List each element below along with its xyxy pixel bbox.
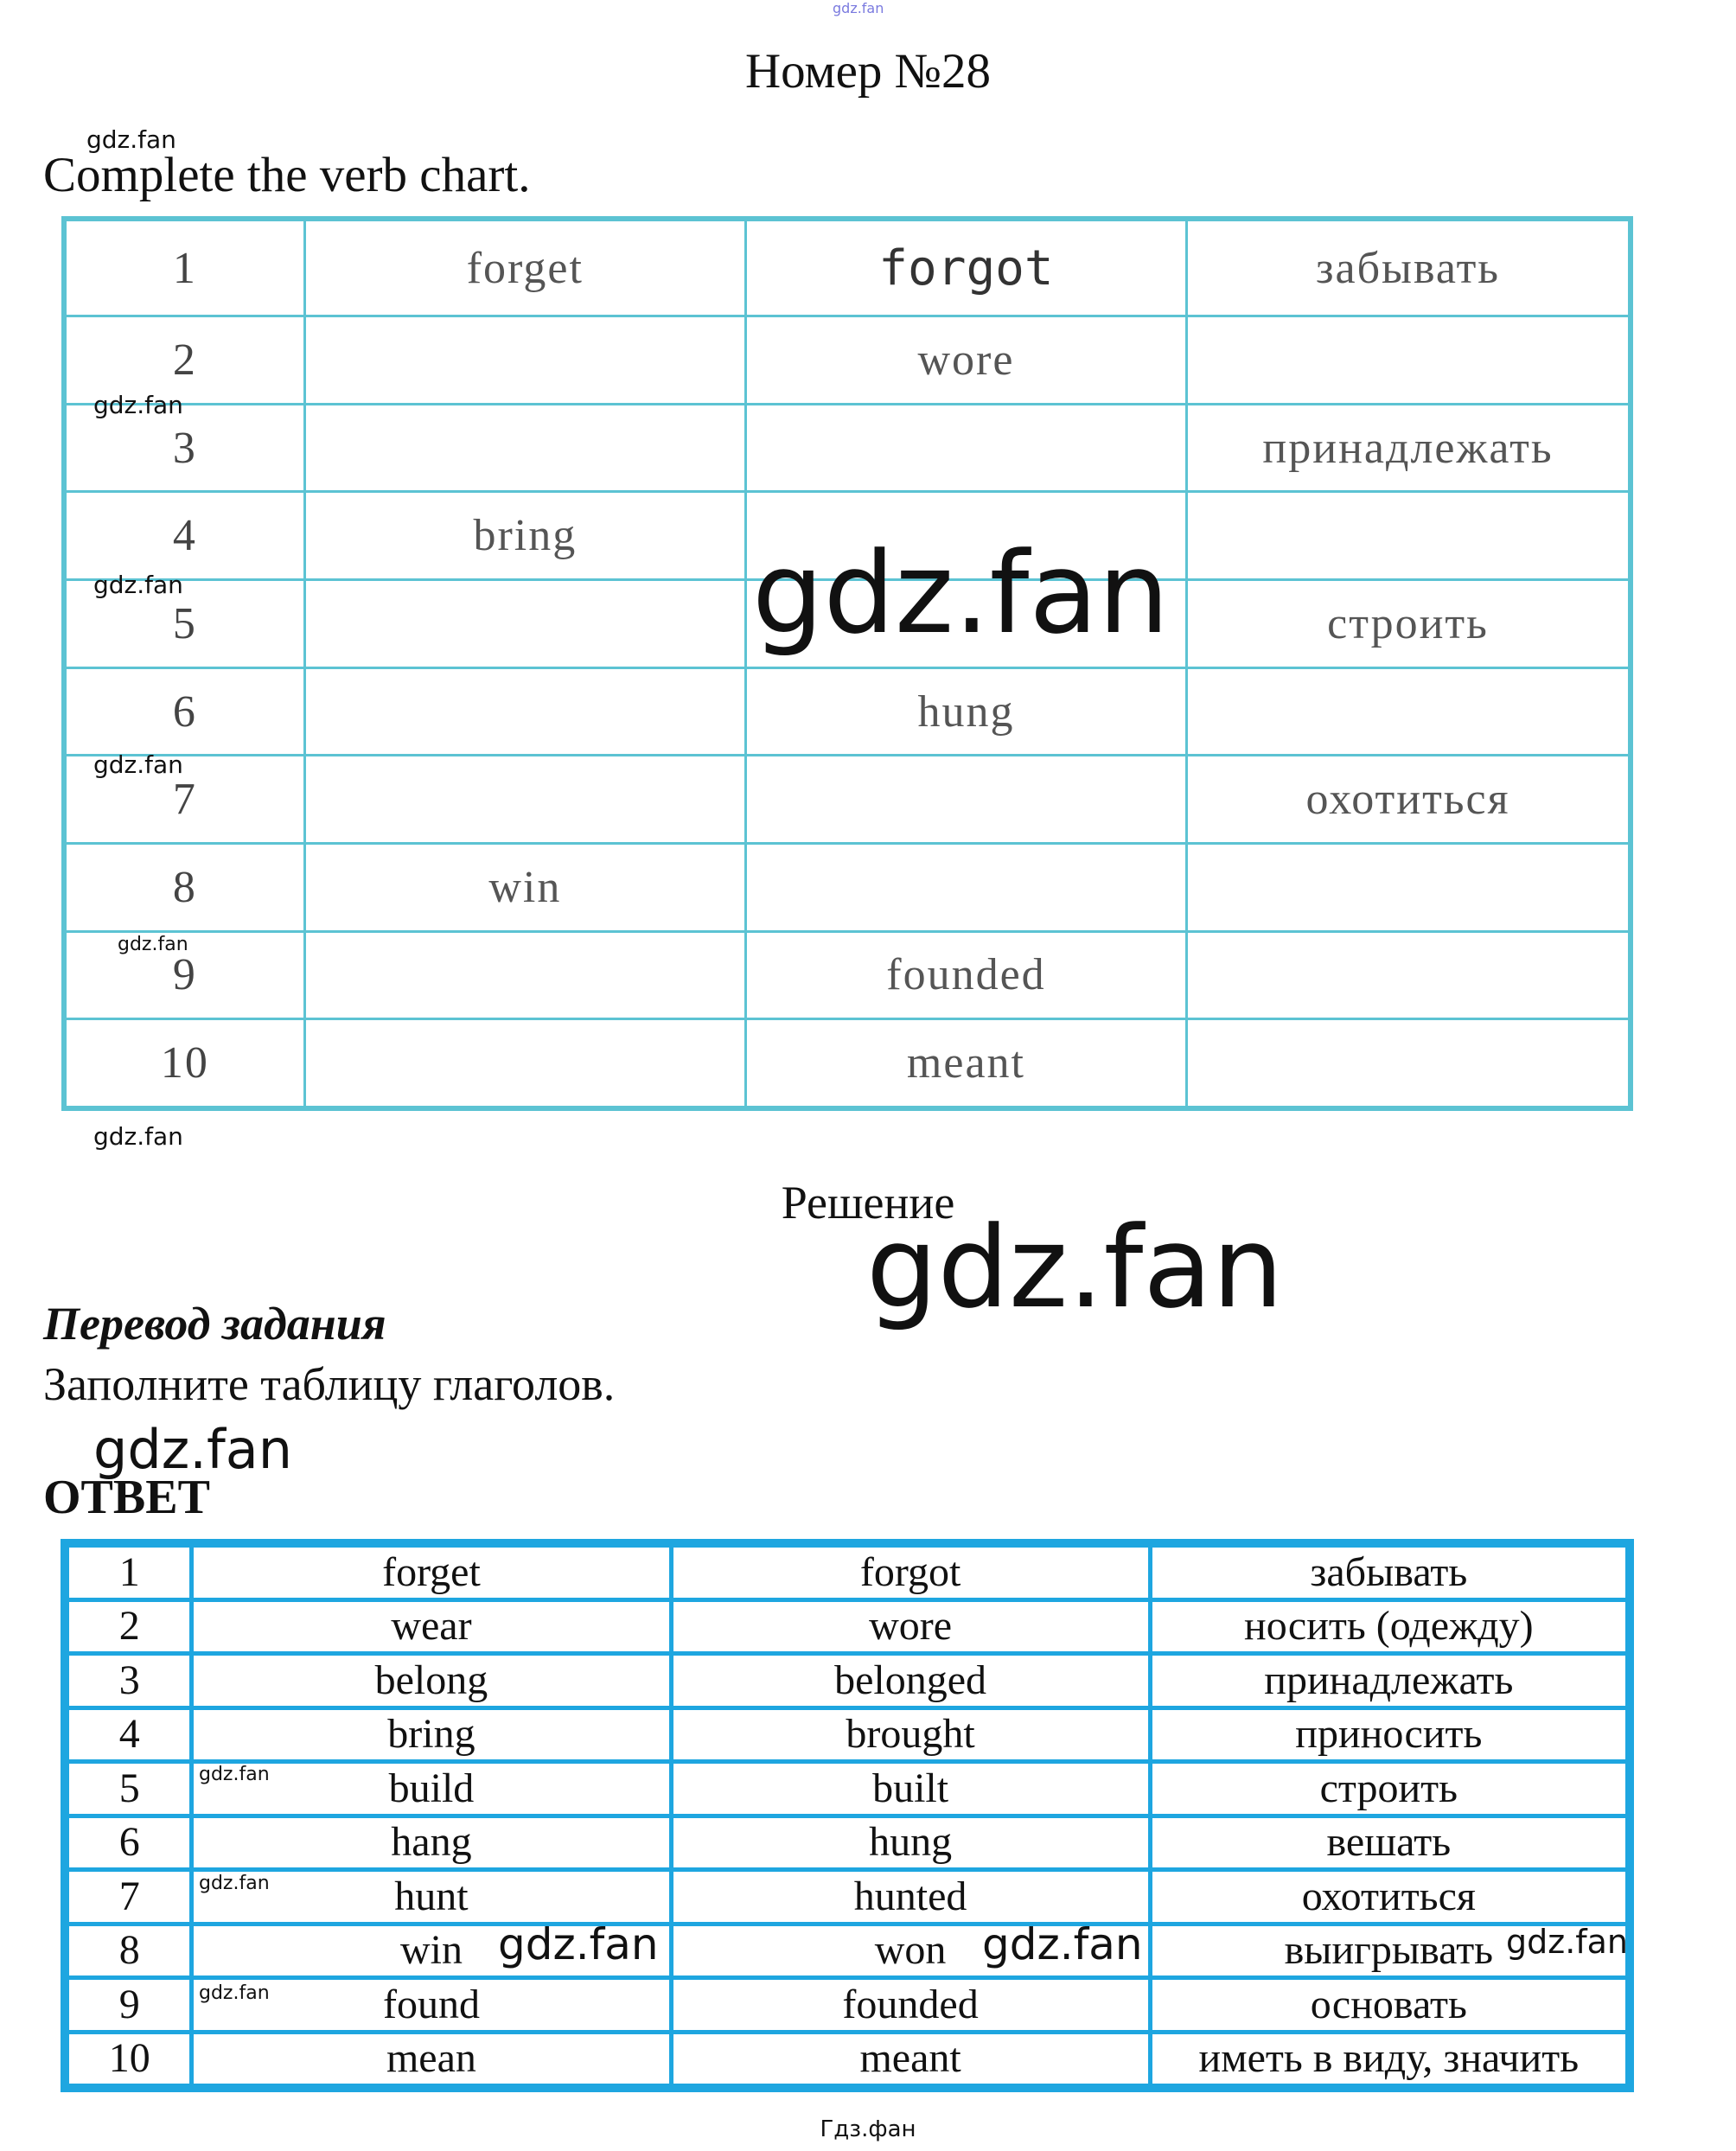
book-table-row — [66, 404, 1630, 492]
past-form-cell: hung — [745, 667, 1186, 756]
base-form-cell: belong — [192, 1654, 671, 1708]
base-form-cell: forget — [304, 220, 745, 316]
translation-cell: выигрывать — [1150, 1924, 1627, 1978]
answer-table-row — [67, 1870, 1628, 1924]
base-form-cell: forget — [192, 1546, 671, 1600]
past-form-cell: meant — [745, 1019, 1186, 1107]
answer-table-row — [67, 2032, 1628, 2086]
base-form-cell: mean — [192, 2032, 671, 2086]
watermark: gdz.fan — [1506, 1923, 1629, 1961]
number-cell: 3 — [66, 404, 305, 492]
translation-cell: иметь в виду, значить — [1150, 2032, 1627, 2086]
past-form-cell: belonged — [671, 1654, 1150, 1708]
translation-text: Заполните таблицу глаголов. — [43, 1358, 616, 1410]
watermark-large: gdz.fan — [752, 527, 1170, 659]
answer-table-row — [67, 1599, 1628, 1654]
answer-table-row — [67, 1762, 1628, 1816]
number-cell: 8 — [66, 844, 305, 932]
base-form-cell: win — [304, 844, 745, 932]
top-watermark: gdz.fan — [833, 0, 884, 16]
page-title: Номер №28 — [744, 44, 992, 99]
number-cell: 9 — [67, 1978, 192, 2033]
book-table-row — [66, 316, 1630, 405]
number-cell: 3 — [67, 1654, 192, 1708]
past-form-cell: hunted — [671, 1870, 1150, 1924]
past-form-cell: won — [671, 1924, 1150, 1978]
base-form-cell — [304, 404, 745, 492]
book-table-row — [66, 844, 1630, 932]
translation-cell — [1187, 667, 1630, 756]
number-cell: 2 — [66, 316, 305, 405]
translation-cell: носить (одежду) — [1150, 1599, 1627, 1654]
translation-cell: забывать — [1187, 220, 1630, 316]
watermark: gdz.fan — [199, 1764, 270, 1785]
past-form-cell: founded — [745, 931, 1186, 1019]
book-table-row — [66, 667, 1630, 756]
watermark: gdz.fan — [118, 934, 188, 955]
base-form-cell — [304, 756, 745, 844]
past-form-cell: forgot — [671, 1546, 1150, 1600]
translation-cell: охотиться — [1150, 1870, 1627, 1924]
translation-cell: забывать — [1150, 1546, 1627, 1600]
past-form-cell: meant — [671, 2032, 1150, 2086]
number-cell: 7 — [67, 1870, 192, 1924]
answer-heading: ОТВЕТ — [43, 1471, 210, 1524]
book-table-row — [66, 931, 1630, 1019]
watermark: gdz.fan — [982, 1919, 1143, 1969]
translation-cell: строить — [1187, 580, 1630, 668]
translation-cell: приносить — [1150, 1707, 1627, 1762]
answer-table-row — [67, 1816, 1628, 1870]
verb-chart-answer — [61, 1539, 1634, 2092]
translation-cell: принадлежать — [1187, 404, 1630, 492]
translation-cell — [1187, 316, 1630, 405]
past-form-cell — [745, 844, 1186, 932]
number-cell: 4 — [67, 1707, 192, 1762]
number-cell: 4 — [66, 492, 305, 580]
past-form-cell: built — [671, 1762, 1150, 1816]
book-table-row — [66, 220, 1630, 316]
base-form-cell — [304, 580, 745, 668]
number-cell: 2 — [67, 1599, 192, 1654]
watermark: gdz.fan — [199, 1982, 270, 2004]
base-form-cell — [304, 667, 745, 756]
translation-cell: охотиться — [1187, 756, 1630, 844]
solution-label: Решение — [781, 1177, 955, 1229]
translation-cell — [1187, 1019, 1630, 1107]
base-form-cell — [304, 1019, 745, 1107]
base-form-cell: win — [192, 1924, 671, 1978]
answer-table-row — [67, 1546, 1628, 1600]
book-table-row — [66, 1019, 1630, 1107]
watermark: gdz.fan — [93, 1418, 293, 1481]
translation-cell: строить — [1150, 1762, 1627, 1816]
number-cell: 5 — [66, 580, 305, 668]
translation-cell — [1187, 492, 1630, 580]
past-form-cell: wore — [671, 1599, 1150, 1654]
number-cell: 10 — [66, 1019, 305, 1107]
number-cell: 9 — [66, 931, 305, 1019]
past-form-cell — [745, 404, 1186, 492]
base-form-cell: hang — [192, 1816, 671, 1870]
past-form-cell: hung — [671, 1816, 1150, 1870]
number-cell: 6 — [67, 1816, 192, 1870]
book-table-row — [66, 756, 1630, 844]
answer-table-row — [67, 1924, 1628, 1978]
base-form-cell: bring — [304, 492, 745, 580]
number-cell: 1 — [67, 1546, 192, 1600]
past-form-cell: founded — [671, 1978, 1150, 2033]
translation-cell: вешать — [1150, 1816, 1627, 1870]
translation-cell — [1187, 931, 1630, 1019]
watermark: gdz.fan — [93, 1122, 183, 1151]
task-text: Complete the verb chart. — [43, 148, 531, 202]
watermark: gdz.fan — [199, 1873, 270, 1894]
watermark: gdz.fan — [498, 1919, 659, 1969]
answer-table-row — [67, 1654, 1628, 1708]
number-cell: 6 — [66, 667, 305, 756]
base-form-cell — [304, 931, 745, 1019]
footer: Гдз.фан — [820, 2116, 916, 2142]
watermark: gdz.fan — [93, 571, 183, 599]
watermark: gdz.fan — [93, 391, 183, 419]
translation-heading: Перевод задания — [43, 1298, 386, 1350]
base-form-cell: build — [192, 1762, 671, 1816]
verb-chart-textbook — [61, 216, 1633, 1111]
number-cell: 10 — [67, 2032, 192, 2086]
base-form-cell: found — [192, 1978, 671, 2033]
translation-cell: основать — [1150, 1978, 1627, 2033]
past-form-cell: brought — [671, 1707, 1150, 1762]
number-cell: 5 — [67, 1762, 192, 1816]
answer-table-row — [67, 1978, 1628, 2033]
translation-cell — [1187, 844, 1630, 932]
number-cell: 7 — [66, 756, 305, 844]
base-form-cell: hunt — [192, 1870, 671, 1924]
past-form-cell — [745, 756, 1186, 844]
watermark: gdz.fan — [93, 750, 183, 779]
base-form-cell: bring — [192, 1707, 671, 1762]
watermark: gdz.fan — [86, 125, 176, 154]
base-form-cell — [304, 316, 745, 405]
number-cell: 1 — [66, 220, 305, 316]
answer-table-row — [67, 1707, 1628, 1762]
base-form-cell: wear — [192, 1599, 671, 1654]
translation-cell: принадлежать — [1150, 1654, 1627, 1708]
number-cell: 8 — [67, 1924, 192, 1978]
past-form-cell: wore — [745, 316, 1186, 405]
past-form-cell: forgot — [745, 220, 1186, 316]
watermark-large: gdz.fan — [866, 1202, 1284, 1333]
